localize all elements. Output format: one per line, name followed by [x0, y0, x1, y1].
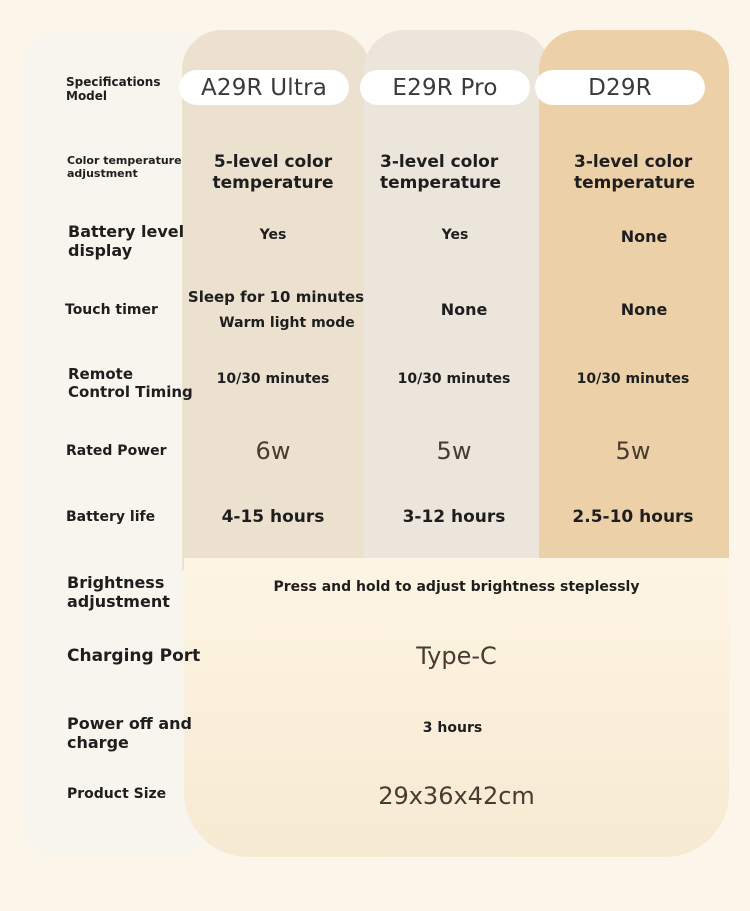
cell-touch-timer-a29r-line2: Warm light mode [219, 315, 355, 331]
model-name: E29R Pro [392, 74, 498, 101]
cell-touch-timer-e29r: None [440, 300, 488, 319]
cell-touch-timer-a29r-line1: Sleep for 10 minutes [187, 288, 365, 306]
cell-remote-timing-d29r: 10/30 minutes [576, 371, 690, 387]
row-label-charging-port: Charging Port [67, 646, 201, 666]
model-pill-a29r-ultra [179, 70, 349, 105]
cell-battery-life-e29r: 3-12 hours [402, 507, 506, 527]
cell-battery-life-a29r: 4-15 hours [221, 507, 325, 527]
cell-rated-power-e29r: 5w [436, 437, 472, 465]
cell-power-off-charge: 3 hours [422, 720, 483, 736]
cell-battery-display-d29r: None [620, 227, 668, 246]
cell-remote-timing-a29r: 10/30 minutes [216, 371, 330, 387]
row-label-battery-display: Battery level display [68, 222, 185, 261]
model-pill-e29r-pro [360, 70, 530, 105]
row-label-color-temperature: Color temperature adjustment [67, 154, 182, 181]
cell-battery-display-a29r: Yes [259, 227, 287, 243]
row-label-rated-power: Rated Power [66, 443, 167, 459]
cell-charging-port: Type-C [416, 642, 497, 670]
cell-battery-life-d29r: 2.5-10 hours [572, 507, 694, 527]
model-pill-d29r [535, 70, 705, 105]
row-label-remote-timing: Remote Control Timing [68, 365, 193, 401]
row-label-battery-life: Battery life [66, 509, 156, 525]
shared-specs-panel [184, 558, 729, 857]
cell-product-size: 29x36x42cm [378, 782, 535, 810]
row-label-product-size: Product Size [67, 786, 167, 802]
cell-rated-power-a29r: 6w [255, 437, 291, 465]
cell-battery-display-e29r: Yes [441, 227, 469, 243]
cell-color-temp-e29r: 3-level color temperature [380, 152, 502, 194]
cell-color-temp-a29r: 5-level color temperature [212, 152, 334, 194]
model-name: A29R Ultra [200, 74, 328, 101]
row-label-power-off-charge: Power off and charge [67, 714, 192, 753]
row-label-touch-timer: Touch timer [65, 302, 158, 318]
cell-touch-timer-d29r: None [620, 300, 668, 319]
cell-rated-power-d29r: 5w [615, 437, 651, 465]
cell-color-temp-d29r: 3-level color temperature [574, 152, 696, 194]
cell-brightness: Press and hold to adjust brightness steplessly [273, 579, 640, 595]
model-name: D29R [588, 74, 652, 101]
specifications-model-label: Specifications Model [66, 75, 161, 104]
cell-remote-timing-e29r: 10/30 minutes [397, 371, 511, 387]
row-label-brightness: Brightness adjustment [67, 573, 170, 612]
